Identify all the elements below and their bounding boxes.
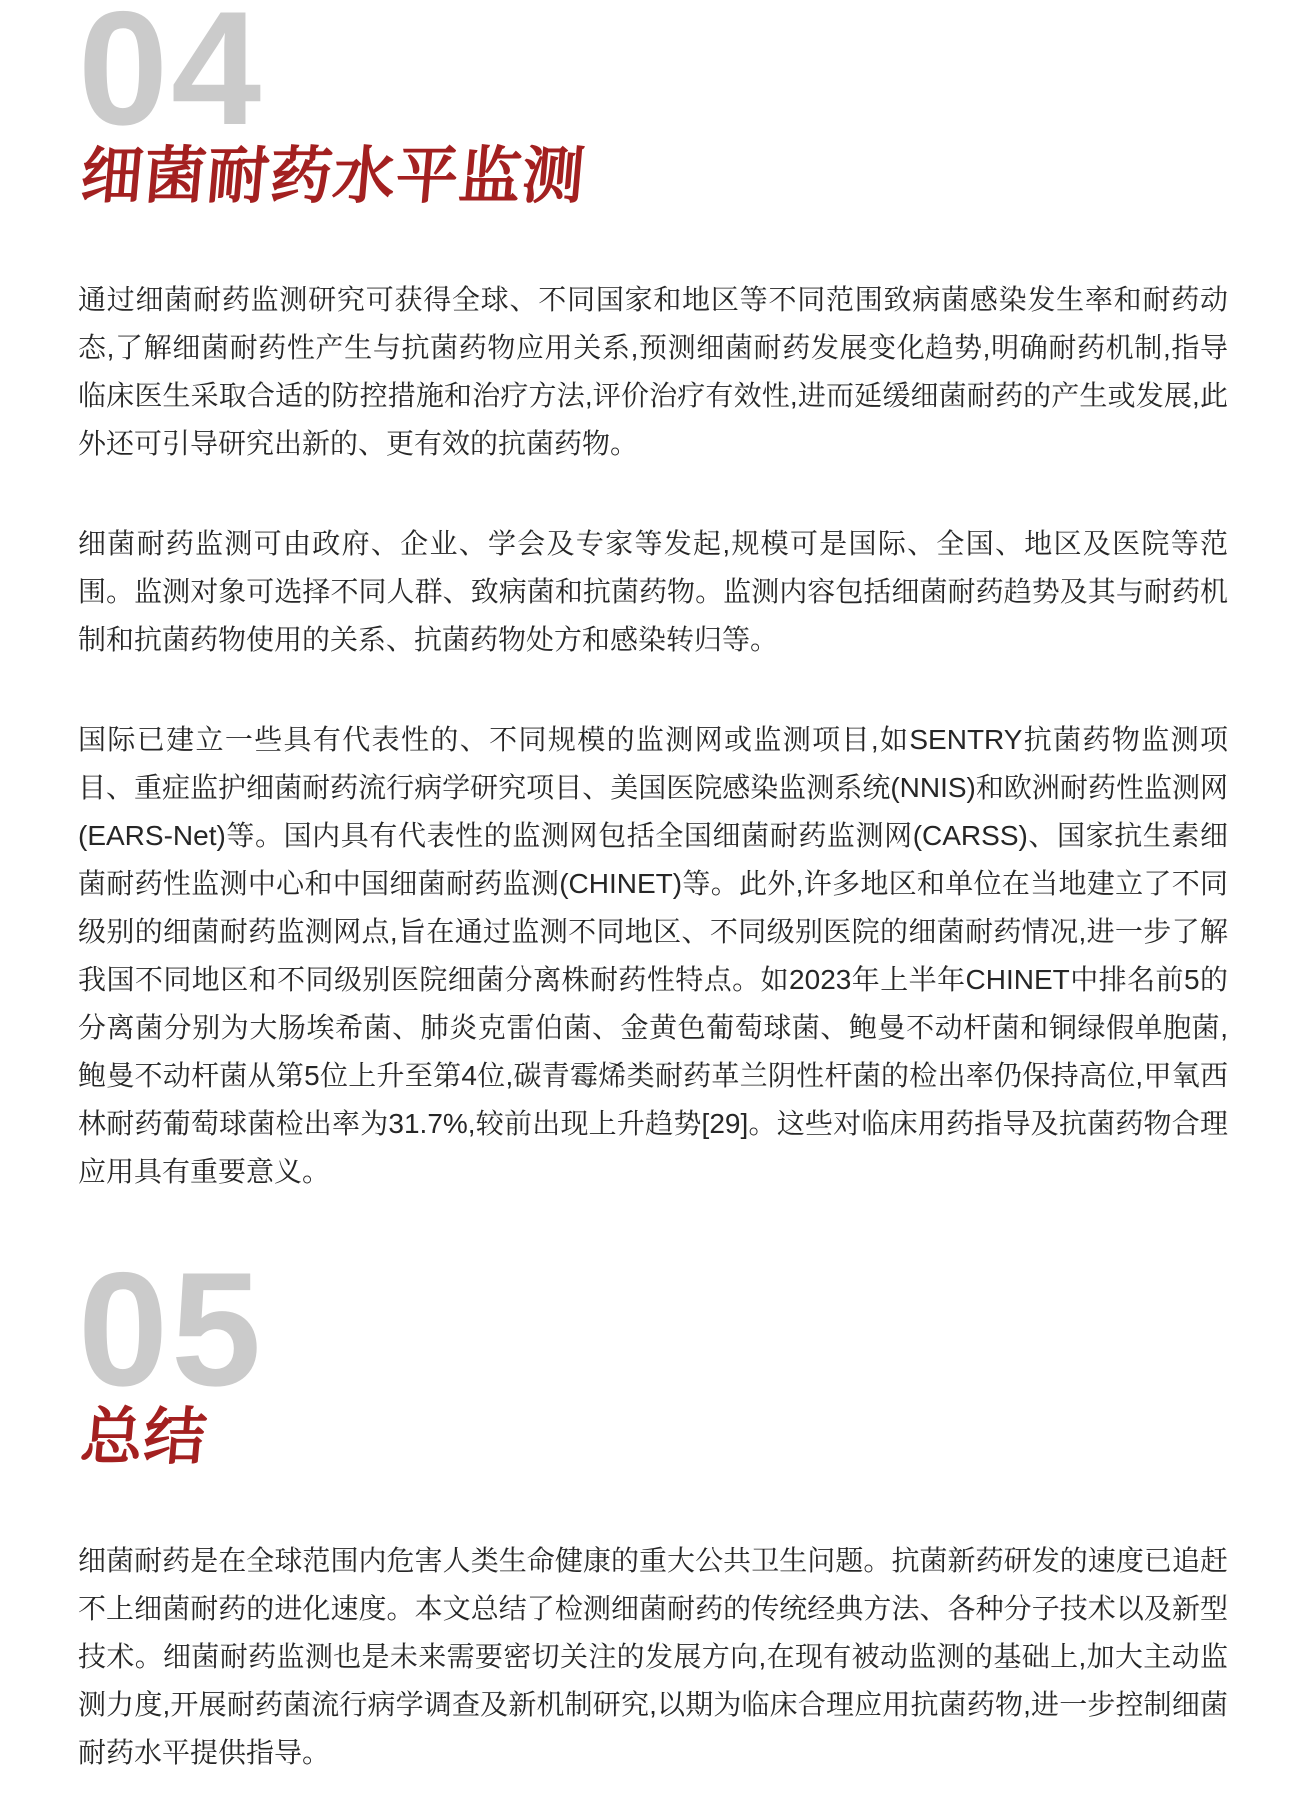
section-05-paragraph-1: 细菌耐药是在全球范围内危害人类生命健康的重大公共卫生问题。抗菌新药研发的速度已追赶不上细菌耐药的进化速度。本文总结了检测细菌耐药的传统经典方法、各种分子技术以及新型技术。细菌耐药监测也是未来需要密切关注的发展方向,在现有被动监测的基础上,加大主动监测力度,开展耐药菌流行病学调查及新机制研究,以期为临床合理应用抗菌药物,进一步控制细菌耐药水平提供指导。 xyxy=(78,1545,1228,1768)
section-04-number: 04 xyxy=(78,0,265,159)
section-05-number: 05 xyxy=(78,1239,265,1420)
section-05 xyxy=(78,1239,1228,1777)
section-04-paragraph-1: 通过细菌耐药监测研究可获得全球、不同国家和地区等不同范围致病菌感染发生率和耐药动态,了解细菌耐药性产生与抗菌药物应用关系,预测细菌耐药发展变化趋势,明确耐药机制,指导临床医生采取合适的防控措施和治疗方法,评价治疗有效性,进而延缓细菌耐药的产生或发展,此外还可引导研究出新的、更有效的抗菌药物。 xyxy=(78,284,1228,459)
section-05-title: 总结 xyxy=(78,1403,211,1472)
section-04-paragraph-2: 细菌耐药监测可由政府、企业、学会及专家等发起,规模可是国际、全国、地区及医院等范围。监测对象可选择不同人群、致病菌和抗菌药物。监测内容包括细菌耐药趋势及其与耐药机制和抗菌药物使用的关系、抗菌药物处方和感染转归等。 xyxy=(78,528,1228,655)
section-04-paragraph-3: 国际已建立一些具有代表性的、不同规模的监测网或监测项目,如SENTRY抗菌药物监测项目、重症监护细菌耐药流行病学研究项目、美国医院感染监测系统(NNIS)和欧洲耐药性监测网(EARS-Net)等。国内具有代表性的监测网包括全国细菌耐药监测网(CARSS)、国家抗生素细菌耐药性监测中心和中国细菌耐药监测(CHINET)等。此外,许多地区和单位在当地建立了不同级别的细菌耐药监测网点,旨在通过监测不同地区、不同级别医院的细菌耐药情况,进一步了解我国不同地区和不同级别医院细菌分离株耐药性特点。如2023年上半年CHINET中排名前5的分离菌分别为大肠埃希菌、肺炎克雷伯菌、金黄色葡萄球菌、鲍曼不动杆菌和铜绿假单胞菌,鲍曼不动杆菌从第5位上升至第4位,碳青霉烯类耐药革兰阴性杆菌的检出率仍保持高位,甲氧西林耐药葡萄球菌检出率为31.7%,较前出现上升趋势[29]。这些对临床用药指导及抗菌药物合理应用具有重要意义。 xyxy=(78,724,1228,1187)
section-04-title: 细菌耐药水平监测 xyxy=(78,142,589,211)
section-04 xyxy=(78,0,1228,1196)
